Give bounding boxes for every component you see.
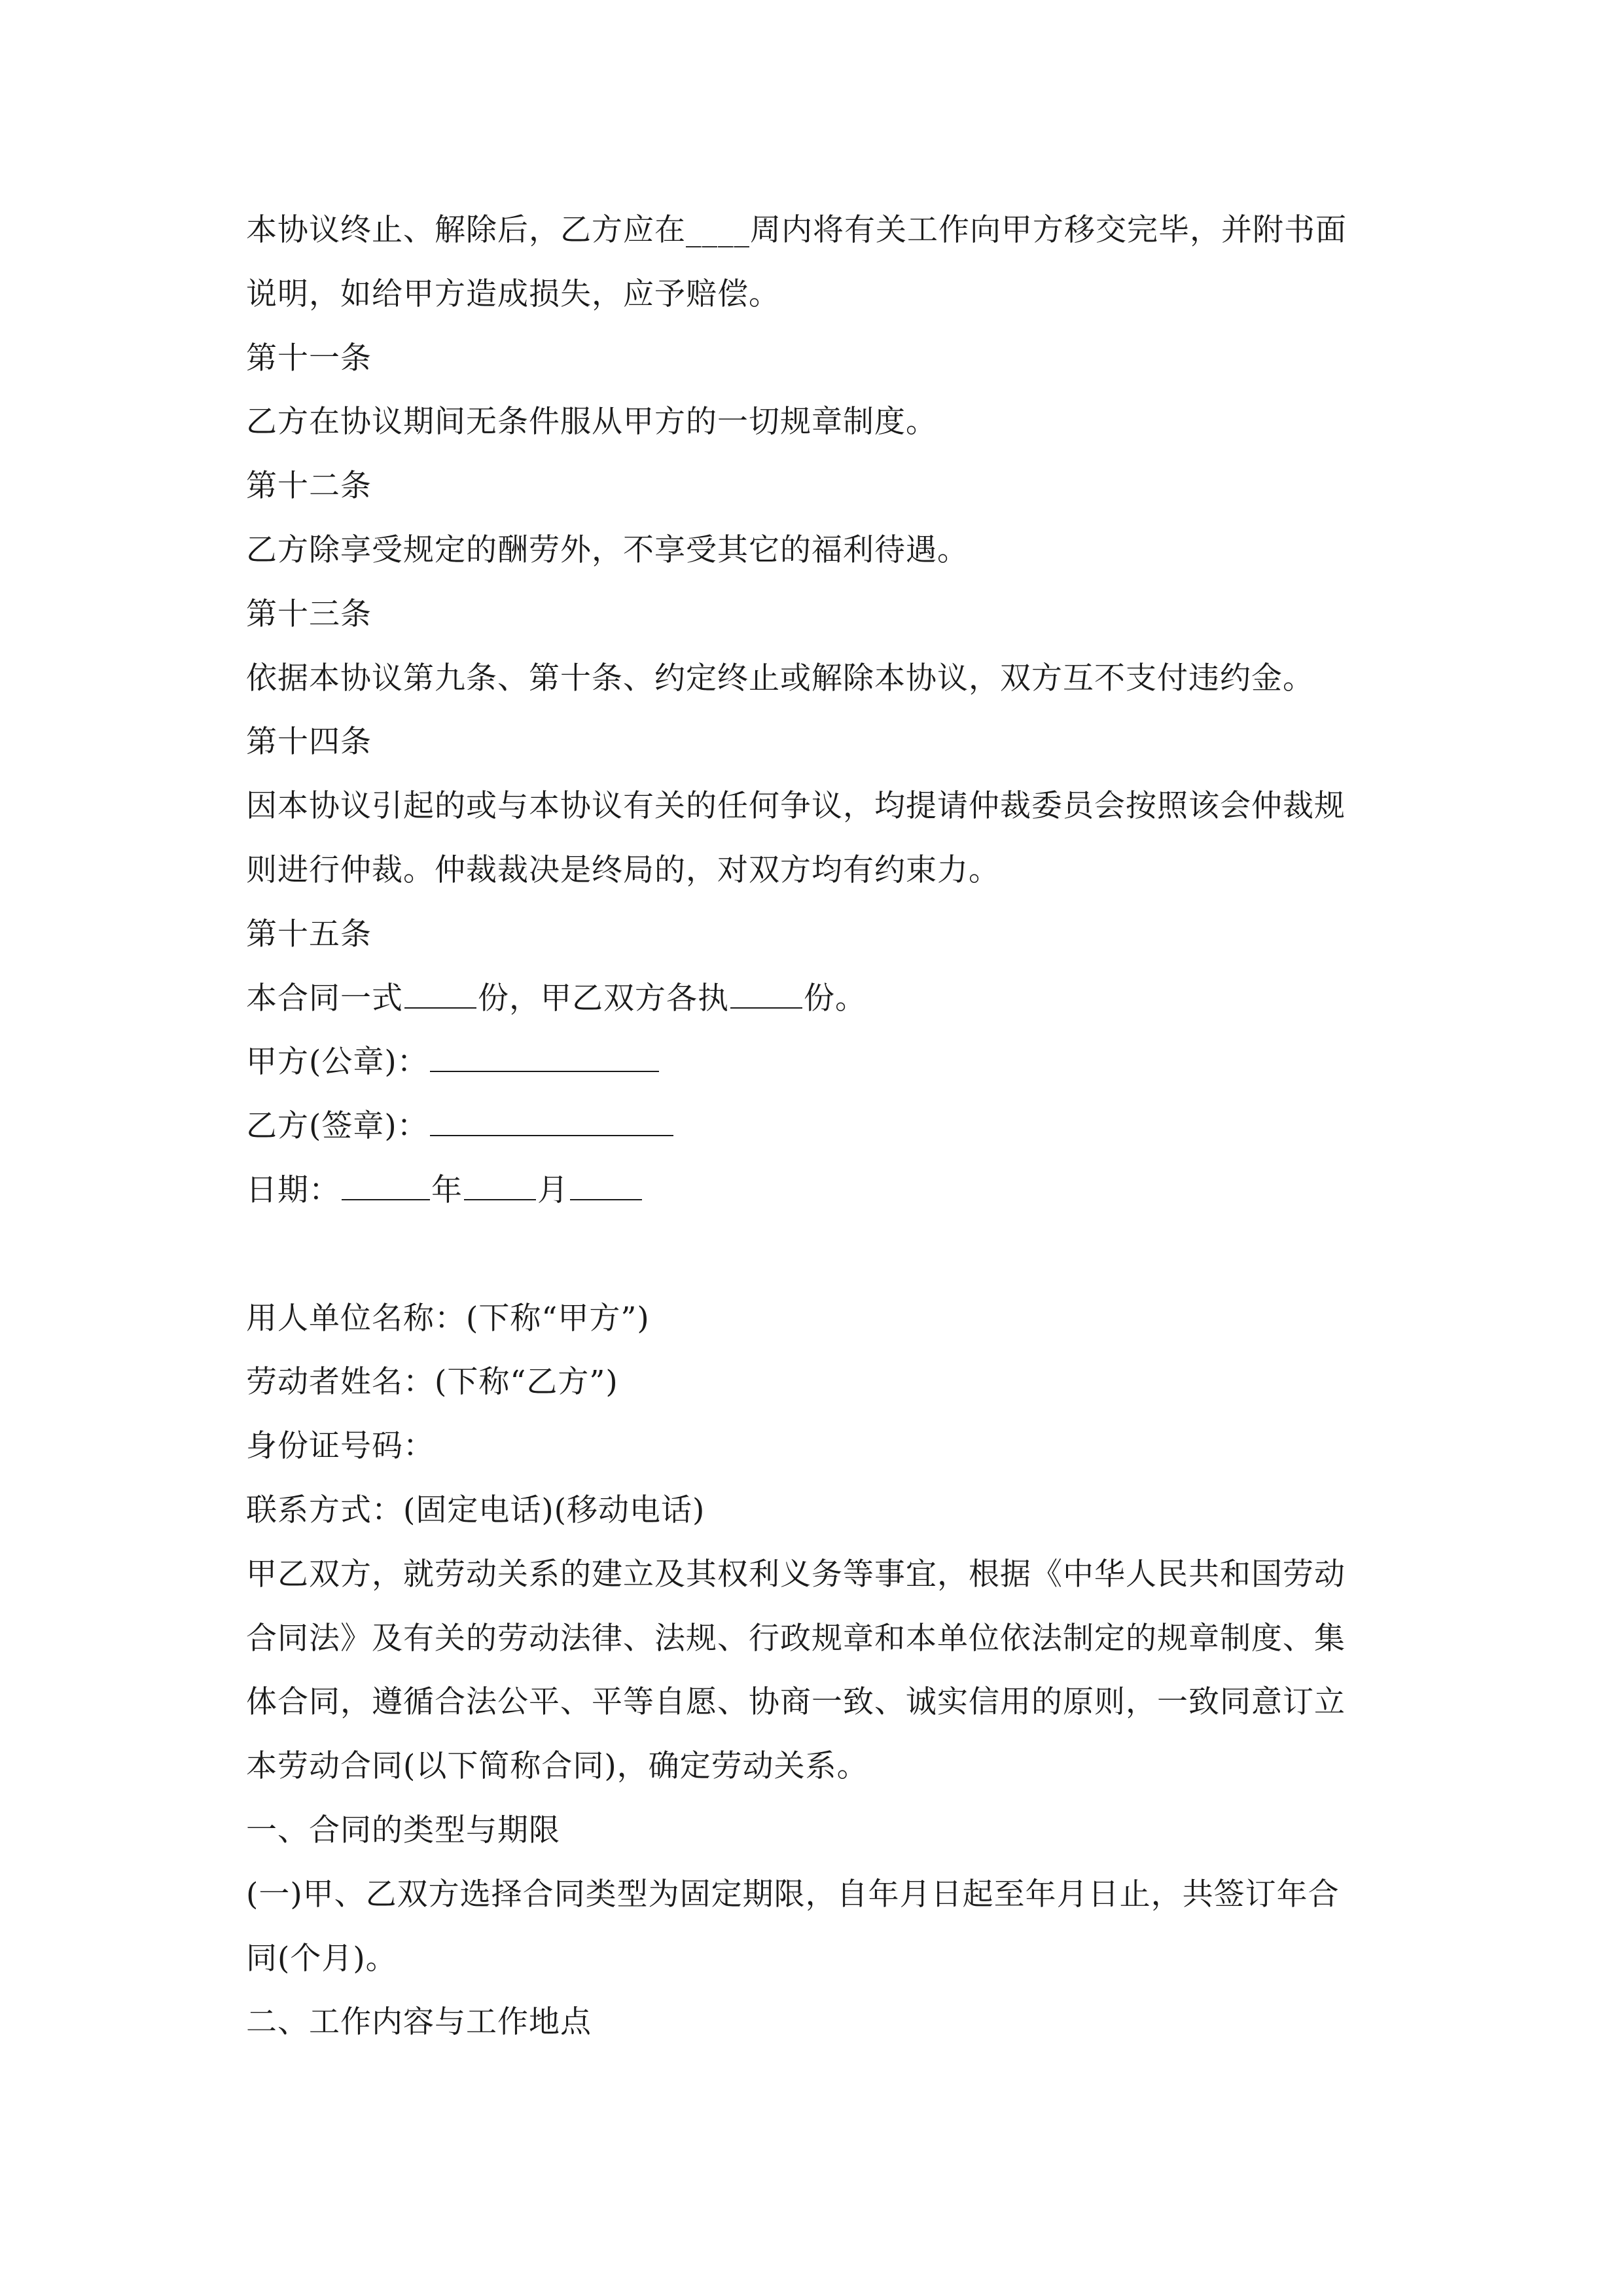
copies-line [246, 967, 1385, 1031]
article-heading: 第十三条 [246, 596, 372, 632]
paragraph-line: (一)甲、乙双方选择合同类型为固定期限，自年月日起至年月日止，共签订年合 [246, 1876, 1340, 1912]
article-heading: 第十二条 [246, 468, 372, 505]
section-spacer [246, 1223, 1385, 1287]
paragraph-line: 本协议终止、解除后，乙方应在____周内将有关工作向甲方移交完毕，并附书面 [246, 212, 1347, 248]
employee-name-line: 劳动者姓名：(下称“乙方”) [246, 1364, 618, 1401]
employer-name-line: 用人单位名称：(下称“甲方”) [246, 1300, 650, 1336]
party-a-signature-blank [430, 1045, 659, 1072]
paragraph-line: 因本协议引起的或与本协议有关的任何争议，均提请仲裁委员会按照该会仲裁规 [246, 788, 1346, 825]
paragraph-line: 体合同，遵循合法公平、平等自愿、协商一致、诚实信用的原则，一致同意订立 [246, 1684, 1346, 1721]
id-number-line: 身份证号码： [246, 1428, 435, 1465]
paragraph-line: 依据本协议第九条、第十条、约定终止或解除本协议，双方互不支付违约金。 [246, 660, 1314, 696]
paragraph-line: 甲乙双方，就劳动关系的建立及其权利义务等事宜，根据《中华人民共和国劳动 [246, 1556, 1346, 1592]
copies-text-2: 份，甲乙双方各执 [478, 980, 729, 1016]
section-heading: 二、工作内容与工作地点 [246, 2004, 592, 2041]
party-b-signature-blank [430, 1109, 673, 1136]
copies-each-blank [730, 981, 802, 1009]
copies-total-blank [404, 981, 476, 1009]
party-b-signature-line [246, 1094, 1385, 1158]
article-heading: 第十四条 [246, 724, 372, 761]
day-blank [570, 1173, 642, 1200]
document-body [246, 198, 1385, 2054]
paragraph-line: 说明，如给甲方造成损失，应予赔偿。 [246, 276, 780, 312]
paragraph-line: 则进行仲裁。仲裁裁决是终局的，对双方均有约束力。 [246, 852, 1000, 888]
month-blank [464, 1173, 536, 1200]
contact-line: 联系方式：(固定电话)(移动电话) [246, 1492, 705, 1528]
paragraph-line: 乙方在协议期间无条件服从甲方的一切规章制度。 [246, 404, 937, 440]
paragraph-line: 同(个月)。 [246, 1940, 397, 1977]
party-a-signature-line [246, 1030, 1385, 1094]
year-label: 年 [431, 1172, 463, 1208]
paragraph-line: 合同法》及有关的劳动法律、法规、行政规章和本单位依法制定的规章制度、集 [246, 1620, 1346, 1657]
article-heading: 第十一条 [246, 340, 372, 376]
paragraph-line: 本劳动合同(以下简称合同)，确定劳动关系。 [246, 1748, 868, 1785]
copies-text-1: 本合同一式 [246, 980, 403, 1016]
date-line [246, 1158, 1385, 1223]
party-a-label: 甲方(公章)： [246, 1044, 429, 1081]
date-label: 日期： [246, 1172, 340, 1208]
copies-text-3: 份。 [804, 980, 866, 1016]
party-b-label: 乙方(签章)： [246, 1108, 429, 1145]
article-heading: 第十五条 [246, 916, 372, 952]
month-label: 月 [537, 1172, 569, 1208]
paragraph-line: 乙方除享受规定的酬劳外，不享受其它的福利待遇。 [246, 531, 969, 568]
year-blank [342, 1173, 430, 1200]
section-heading: 一、合同的类型与期限 [246, 1812, 560, 1848]
